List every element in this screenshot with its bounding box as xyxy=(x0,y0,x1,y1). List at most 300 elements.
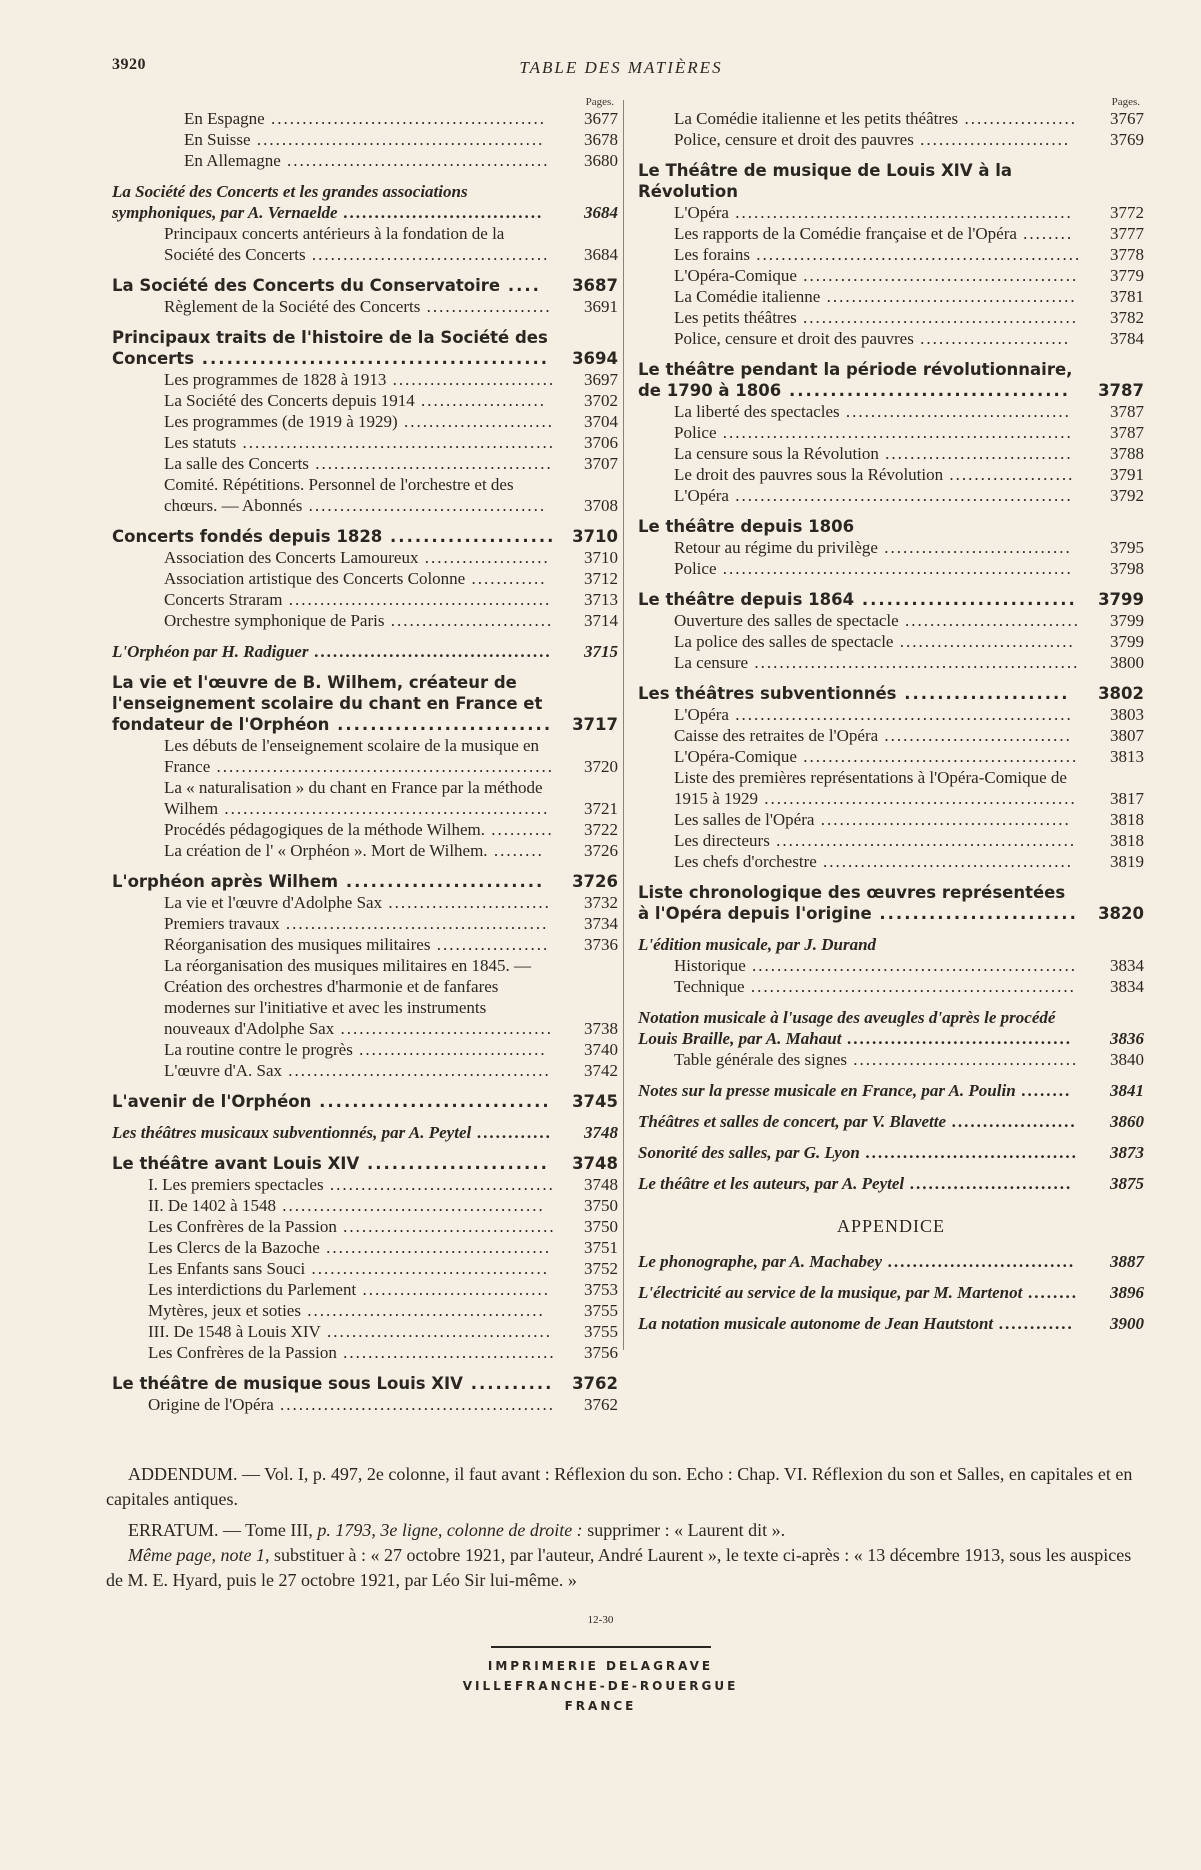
toc-entry-title: Caisse des retraites de l'Opéra xyxy=(674,726,879,745)
dot-leader: .............................. xyxy=(356,1280,550,1299)
pages-column-label: Pages. xyxy=(585,96,614,108)
toc-entry-title: Orchestre symphonique de Paris xyxy=(164,611,385,630)
dot-leader: ............................ xyxy=(893,632,1075,651)
dot-leader: .................................... xyxy=(320,1322,553,1341)
toc-entry xyxy=(638,652,1144,673)
toc-entry-title: Les Confrères de la Passion xyxy=(148,1343,337,1362)
toc-entry-page: 3762 xyxy=(584,1395,618,1414)
dot-leader: .................... xyxy=(414,391,546,410)
toc-entry-title: En Allemagne xyxy=(184,151,281,170)
dot-leader: .................................. xyxy=(859,1143,1079,1162)
dot-leader: .................... xyxy=(943,465,1075,484)
toc-entry-title: Retour au régime du privilège xyxy=(674,538,878,557)
dot-leader: ............................................ xyxy=(796,747,1079,766)
dot-leader: ........ xyxy=(1015,1081,1072,1100)
toc-entry xyxy=(638,725,1144,746)
toc-entry-page: 3717 xyxy=(572,715,618,734)
dot-leader: ............................................ xyxy=(273,1395,556,1414)
dot-leader: .................................................... xyxy=(745,956,1078,975)
toc-entry-title: La « naturalisation » du chant en France par la méthode Wilhem xyxy=(164,778,543,818)
toc-entry-title: Comité. Répétitions. Personnel de l'orchestre et des chœurs. — Abonnés xyxy=(164,475,514,515)
toc-entry-title: La vie et l'œuvre de B. Wilhem, créateur de l'enseignement scolaire du chant en France et fondateur de l'Orphéon xyxy=(112,673,543,734)
erratum-note: ERRATUM. — Tome III, p. 1793, 3e ligne, colonne de droite : supprimer : « Laurent dit ». xyxy=(128,1520,786,1540)
toc-entry-page: 3834 xyxy=(1110,977,1144,996)
toc-entry-title: Les interdictions du Parlement xyxy=(148,1280,357,1299)
toc-entry xyxy=(112,1153,618,1174)
toc-entry xyxy=(638,1251,1144,1272)
toc-entry-title: Sonorité des salles, par G. Lyon xyxy=(638,1143,860,1162)
toc-entry-page: 3820 xyxy=(1098,904,1144,923)
toc-entry-page: 3742 xyxy=(584,1061,618,1080)
toc-entry-title: La salle des Concerts xyxy=(164,454,309,473)
dot-leader: .................................... xyxy=(839,402,1071,421)
toc-entry-page: 3900 xyxy=(1110,1314,1144,1333)
toc-entry xyxy=(638,108,1144,129)
dot-leader: .......... xyxy=(484,820,554,839)
toc-entry-title: Les programmes (de 1919 à 1929) xyxy=(164,412,398,431)
toc-entry xyxy=(112,474,618,516)
toc-entry-title: La vie et l'œuvre d'Adolphe Sax xyxy=(164,893,383,912)
dot-leader: .......................................... xyxy=(282,590,552,609)
toc-entry-page: 3750 xyxy=(584,1217,618,1236)
toc-entry xyxy=(638,955,1144,976)
toc-entry-title: Origine de l'Opéra xyxy=(148,1395,274,1414)
toc-entry-title: Les statuts xyxy=(164,433,237,452)
toc-entry xyxy=(112,296,618,317)
dot-leader: .......................... xyxy=(329,715,553,734)
toc-entry xyxy=(112,129,618,150)
toc-entry-title: L'Opéra-Comique xyxy=(674,266,797,285)
dot-leader: ........................................................ xyxy=(716,559,1073,578)
toc-entry xyxy=(112,1091,618,1112)
toc-entry-title: Police xyxy=(674,559,717,578)
toc-entry xyxy=(112,547,618,568)
toc-entry xyxy=(638,202,1144,223)
toc-entry-page: 3748 xyxy=(572,1154,618,1173)
toc-entry-page: 3694 xyxy=(572,349,618,368)
dot-leader: .................................................. xyxy=(236,433,555,452)
dot-leader: ...................................... xyxy=(308,454,553,473)
toc-entry xyxy=(112,777,618,819)
dot-leader: ........ xyxy=(1022,1283,1079,1302)
dot-leader: ........................................................ xyxy=(716,423,1073,442)
toc-entry-title: Procédés pédagogiques de la méthode Wilhem. xyxy=(164,820,485,839)
dot-leader: .................................. xyxy=(336,1343,556,1362)
toc-entry-title: Le théâtre avant Louis XIV xyxy=(112,1154,360,1173)
toc-right-column xyxy=(638,96,1144,1334)
toc-entry-page: 3706 xyxy=(584,433,618,452)
toc-entry xyxy=(112,1373,618,1394)
dot-leader: ........................................ xyxy=(814,810,1071,829)
toc-entry xyxy=(112,568,618,589)
toc-entry-title: Police, censure et droit des pauvres xyxy=(674,130,914,149)
toc-entry-page: 3807 xyxy=(1110,726,1144,745)
toc-entry-page: 3799 xyxy=(1098,590,1144,609)
toc-entry xyxy=(112,390,618,411)
toc-entry xyxy=(638,1080,1144,1101)
toc-entry-title: Le théâtre pendant la période révolutionnaire, de 1790 à 1806 xyxy=(638,360,1073,400)
toc-entry-title: Les Clercs de la Bazoche xyxy=(148,1238,320,1257)
toc-entry xyxy=(112,892,618,913)
toc-entry-page: 3740 xyxy=(584,1040,618,1059)
toc-entry-title: Règlement de la Société des Concerts xyxy=(164,297,421,316)
dot-leader: .................... xyxy=(382,527,556,546)
toc-left-column xyxy=(112,96,618,1415)
dot-leader: .................................................... xyxy=(218,799,550,818)
dot-leader: .... xyxy=(500,276,541,295)
toc-entry-page: 3691 xyxy=(584,297,618,316)
dot-leader: .......................................... xyxy=(282,1061,551,1080)
dot-leader: .................... xyxy=(946,1112,1078,1131)
toc-entry-page: 3817 xyxy=(1110,789,1144,808)
toc-entry-page: 3800 xyxy=(1110,653,1144,672)
column-divider xyxy=(623,100,624,1350)
toc-entry-title: Association artistique des Concerts Colonne xyxy=(164,569,466,588)
toc-entry xyxy=(112,526,618,547)
toc-entry-title: L'Opéra-Comique xyxy=(674,747,797,766)
toc-entry-title: Les directeurs xyxy=(674,831,770,850)
imprint-rule xyxy=(491,1646,711,1648)
toc-entry-page: 3841 xyxy=(1110,1081,1144,1100)
toc-entry-title: Les théâtres subventionnés xyxy=(638,684,897,703)
toc-entry-page: 3792 xyxy=(1110,486,1144,505)
toc-entry-title: La Comédie italienne et les petits théâtres xyxy=(674,109,959,128)
pages-column-label: Pages. xyxy=(1111,96,1140,108)
dot-leader: ........................ xyxy=(397,412,554,431)
printer-city: VILLEFRANCHE-DE-ROUERGUE xyxy=(462,1679,739,1693)
toc-entry xyxy=(638,129,1144,150)
dot-leader: ............ xyxy=(993,1314,1075,1333)
toc-entry xyxy=(638,558,1144,579)
dot-leader: .................... xyxy=(896,684,1070,703)
toc-entry xyxy=(112,1195,618,1216)
dot-leader: ........................ xyxy=(871,904,1078,923)
toc-entry-title: L'Opéra xyxy=(674,486,729,505)
toc-entry xyxy=(638,934,1144,955)
toc-entry-title: Les débuts de l'enseignement scolaire de la musique en France xyxy=(164,736,540,776)
toc-entry-title: I. Les premiers spectacles xyxy=(148,1175,324,1194)
toc-entry-page: 3684 xyxy=(584,203,618,222)
dot-leader: .......................... xyxy=(384,611,554,630)
toc-entry xyxy=(638,882,1144,924)
toc-entry-page: 3755 xyxy=(584,1322,618,1341)
toc-entry-title: Police, censure et droit des pauvres xyxy=(674,329,914,348)
toc-entry xyxy=(112,871,618,892)
toc-entry-title: Les rapports de la Comédie française et de l'Opéra xyxy=(674,224,1017,243)
toc-entry-page: 3715 xyxy=(584,642,618,661)
toc-entry-page: 3734 xyxy=(584,914,618,933)
toc-entry-page: 3802 xyxy=(1098,684,1144,703)
toc-entry-page: 3712 xyxy=(584,569,618,588)
toc-entry xyxy=(112,411,618,432)
toc-entry xyxy=(112,1216,618,1237)
dot-leader: ...................................................... xyxy=(728,203,1073,222)
toc-entry-page: 3713 xyxy=(584,590,618,609)
toc-entry xyxy=(638,589,1144,610)
toc-entry xyxy=(112,735,618,777)
dot-leader: ...................................... xyxy=(308,642,553,661)
toc-entry-page: 3748 xyxy=(584,1175,618,1194)
addendum-note: ADDENDUM. — Vol. I, p. 497, 2e colonne, il faut avant : Réflexion du son. Echo : Chap. VI. Réflexion du son et Salles, en capitales et en capitales antiques. xyxy=(106,1464,1133,1509)
dot-leader: ........................ xyxy=(913,329,1071,348)
toc-entry-page: 3732 xyxy=(584,893,618,912)
toc-entry-page: 3720 xyxy=(584,757,618,776)
toc-entry-page: 3762 xyxy=(572,1374,618,1393)
toc-entry xyxy=(112,1300,618,1321)
toc-entry-page: 3704 xyxy=(584,412,618,431)
dot-leader: .......................................... xyxy=(275,1196,545,1215)
dot-leader: .............................. xyxy=(878,444,1073,463)
dot-leader: ............................ xyxy=(898,611,1080,630)
dot-leader: ................................................ xyxy=(769,831,1077,850)
toc-entry xyxy=(112,1258,618,1279)
toc-entry xyxy=(112,1039,618,1060)
toc-entry-title: L'avenir de l'Orphéon xyxy=(112,1092,312,1111)
dot-leader: ...................................... xyxy=(302,496,547,515)
toc-entry-title: Réorganisation des musiques militaires xyxy=(164,935,431,954)
toc-entry-page: 3748 xyxy=(584,1123,618,1142)
toc-entry xyxy=(638,830,1144,851)
dot-leader: ............ xyxy=(471,1123,553,1142)
toc-entry xyxy=(112,672,618,735)
dot-leader: ...................... xyxy=(359,1154,549,1173)
toc-entry xyxy=(638,464,1144,485)
dot-leader: .................................... xyxy=(319,1238,552,1257)
toc-entry-title: Ouverture des salles de spectacle xyxy=(674,611,899,630)
dot-leader: .......................................... xyxy=(194,349,550,368)
toc-entry-page: 3787 xyxy=(1110,423,1144,442)
dot-leader: .......................... xyxy=(386,370,556,389)
toc-entry xyxy=(638,485,1144,506)
toc-entry-page: 3875 xyxy=(1110,1174,1144,1193)
page-number: 3920 xyxy=(112,56,146,73)
toc-entry xyxy=(112,108,618,129)
dot-leader: ........................ xyxy=(338,872,545,891)
toc-entry-page: 3678 xyxy=(584,130,618,149)
toc-entry-page: 3750 xyxy=(584,1196,618,1215)
toc-entry-page: 3738 xyxy=(584,1019,618,1038)
toc-entry-title: Les salles de l'Opéra xyxy=(674,810,815,829)
toc-entry-page: 3791 xyxy=(1110,465,1144,484)
toc-entry-title: La Société des Concerts du Conservatoire xyxy=(112,276,501,295)
dot-leader: ...................................................... xyxy=(210,757,555,776)
toc-entry-page: 3887 xyxy=(1110,1252,1144,1271)
dot-leader: ........ xyxy=(1016,224,1074,243)
toc-entry-page: 3836 xyxy=(1110,1029,1144,1048)
dot-leader: .............................. xyxy=(882,1252,1076,1271)
toc-entry xyxy=(638,286,1144,307)
toc-entry-page: 3687 xyxy=(572,276,618,295)
toc-entry xyxy=(112,223,618,265)
dot-leader: ...................................... xyxy=(305,1259,549,1278)
toc-entry-page: 3781 xyxy=(1110,287,1144,306)
toc-entry-title: Notes sur la presse musicale en France, par A. Poulin xyxy=(638,1081,1016,1100)
appendix-heading: APPENDICE xyxy=(836,1216,945,1236)
toc-entry-title: La police des salles de spectacle xyxy=(674,632,894,651)
notes-block xyxy=(106,1462,1136,1599)
dot-leader: ............................................ xyxy=(796,266,1079,285)
toc-entry-page: 3787 xyxy=(1098,381,1144,400)
toc-entry-page: 3710 xyxy=(584,548,618,567)
toc-entry-title: L'orphéon après Wilhem xyxy=(112,872,339,891)
toc-entry-title: Le théâtre de musique sous Louis XIV xyxy=(112,1374,463,1393)
dot-leader: .................... xyxy=(418,548,550,567)
toc-entry xyxy=(638,443,1144,464)
dot-leader: ........................ xyxy=(913,130,1071,149)
dot-leader: .............................. xyxy=(878,726,1072,745)
toc-entry-title: Liste chronologique des œuvres représentées à l'Opéra depuis l'origine xyxy=(638,883,1066,923)
toc-entry-page: 3745 xyxy=(572,1092,618,1111)
toc-entry xyxy=(638,537,1144,558)
toc-entry xyxy=(638,809,1144,830)
toc-entry xyxy=(638,244,1144,265)
toc-entry-title: Table générale des signes xyxy=(674,1050,847,1069)
toc-entry-page: 3753 xyxy=(584,1280,618,1299)
dot-leader: .................................. xyxy=(336,1217,556,1236)
toc-entry xyxy=(638,1173,1144,1194)
toc-entry-title: Concerts fondés depuis 1828 xyxy=(112,527,383,546)
toc-entry-title: L'électricité au service de la musique, par M. Martenot xyxy=(638,1283,1023,1302)
toc-entry xyxy=(112,275,618,296)
printer-name: IMPRIMERIE DELAGRAVE xyxy=(487,1659,714,1673)
page-title: TABLE DES MATIÈRES xyxy=(519,58,723,77)
toc-entry xyxy=(638,359,1144,401)
toc-entry xyxy=(638,1282,1144,1303)
toc-entry xyxy=(638,307,1144,328)
toc-entry xyxy=(112,589,618,610)
toc-entry-title: La liberté des spectacles xyxy=(674,402,840,421)
toc-entry xyxy=(638,223,1144,244)
dot-leader: .............................................. xyxy=(250,130,545,149)
toc-entry-title: Les petits théâtres xyxy=(674,308,797,327)
toc-entry-title: Le théâtre depuis 1806 xyxy=(638,517,855,536)
toc-entry xyxy=(112,1060,618,1081)
toc-entry-title: L'édition musicale, par J. Durand xyxy=(638,935,877,954)
toc-entry xyxy=(112,819,618,840)
dot-leader: .............................. xyxy=(352,1040,547,1059)
toc-entry-title: La Société des Concerts et les grandes associations symphoniques, par A. Vernaelde xyxy=(112,182,468,222)
toc-entry xyxy=(112,840,618,861)
toc-entry-title: Les théâtres musicaux subventionnés, par A. Peytel xyxy=(112,1123,472,1142)
toc-entry xyxy=(638,422,1144,443)
dot-leader: ...................................... xyxy=(300,1301,545,1320)
toc-entry xyxy=(112,934,618,955)
toc-entry-page: 3677 xyxy=(584,109,618,128)
toc-entry-title: La création de l' « Orphéon ». Mort de Wilhem. xyxy=(164,841,488,860)
signature-mark: 12-30 xyxy=(587,1614,614,1626)
toc-entry xyxy=(112,1279,618,1300)
toc-entry-title: Le théâtre depuis 1864 xyxy=(638,590,855,609)
toc-entry-title: Concerts Straram xyxy=(164,590,283,609)
toc-entry-page: 3787 xyxy=(1110,402,1144,421)
running-header xyxy=(112,56,1130,82)
dot-leader: .............................. xyxy=(877,538,1072,557)
toc-entry-page: 3752 xyxy=(584,1259,618,1278)
toc-entry-title: Les Confrères de la Passion xyxy=(148,1217,337,1236)
toc-entry xyxy=(638,683,1144,704)
printer-country: FRANCE xyxy=(564,1699,637,1713)
toc-entry xyxy=(112,181,618,223)
toc-entry-page: 3726 xyxy=(584,841,618,860)
toc-entry-title: La notation musicale autonome de Jean Hautstont xyxy=(638,1314,994,1333)
toc-entry xyxy=(638,851,1144,872)
toc-entry-page: 3721 xyxy=(584,799,618,818)
toc-entry-page: 3707 xyxy=(584,454,618,473)
toc-entry-list xyxy=(638,108,1144,1194)
dot-leader: .......................... xyxy=(854,590,1077,609)
toc-entry-title: Les chefs d'orchestre xyxy=(674,852,817,871)
dot-leader: .................................................. xyxy=(758,789,1077,808)
toc-entry-title: Historique xyxy=(674,956,746,975)
toc-entry xyxy=(112,913,618,934)
toc-entry-title: La censure xyxy=(674,653,749,672)
toc-entry xyxy=(638,265,1144,286)
toc-entry-title: III. De 1548 à Louis XIV xyxy=(148,1322,321,1341)
toc-entry xyxy=(112,1237,618,1258)
dot-leader: ............................................ xyxy=(264,109,546,128)
toc-entry-title: La Société des Concerts depuis 1914 xyxy=(164,391,415,410)
toc-entry-page: 3708 xyxy=(584,496,618,515)
toc-entry xyxy=(638,631,1144,652)
toc-entry-page: 3896 xyxy=(1110,1283,1144,1302)
toc-entry-page: 3697 xyxy=(584,370,618,389)
toc-entry-page: 3779 xyxy=(1110,266,1144,285)
toc-entry-page: 3736 xyxy=(584,935,618,954)
toc-entry xyxy=(638,1313,1144,1334)
toc-entry-title: Le droit des pauvres sous la Révolution xyxy=(674,465,944,484)
toc-entry xyxy=(638,976,1144,997)
toc-entry-title: L'Orphéon par H. Radiguer xyxy=(112,642,309,661)
toc-entry-page: 3798 xyxy=(1110,559,1144,578)
toc-entry-title: Association des Concerts Lamoureux xyxy=(164,548,419,567)
toc-entry xyxy=(112,641,618,662)
dot-leader: .................... xyxy=(420,297,552,316)
dot-leader: ...................................................... xyxy=(728,486,1073,505)
toc-entry xyxy=(112,1394,618,1415)
toc-entry-title: La censure sous la Révolution xyxy=(674,444,879,463)
toc-entry-title: Technique xyxy=(674,977,745,996)
toc-entry xyxy=(112,150,618,171)
toc-entry xyxy=(112,1321,618,1342)
dot-leader: .................................. xyxy=(334,1019,553,1038)
dot-leader: ........................................ xyxy=(816,852,1074,871)
toc-entry-title: En Espagne xyxy=(184,109,265,128)
dot-leader: .......................... xyxy=(382,893,551,912)
printer-imprint xyxy=(0,1646,1201,1716)
toc-entry xyxy=(112,1122,618,1143)
dot-leader: ............ xyxy=(465,569,547,588)
toc-entry-title: Police xyxy=(674,423,717,442)
toc-entry xyxy=(638,1111,1144,1132)
dot-leader: ................................ xyxy=(337,203,544,222)
toc-entry xyxy=(638,401,1144,422)
toc-entry-title: L'Opéra xyxy=(674,203,729,222)
toc-entry-page: 3813 xyxy=(1110,747,1144,766)
dot-leader: .................. xyxy=(430,935,550,954)
toc-entry-title: II. De 1402 à 1548 xyxy=(148,1196,276,1215)
toc-entry-page: 3680 xyxy=(584,151,618,170)
toc-entry-page: 3769 xyxy=(1110,130,1144,149)
toc-entry xyxy=(638,1049,1144,1070)
toc-entry-title: La routine contre le progrès xyxy=(164,1040,353,1059)
toc-entry xyxy=(112,432,618,453)
toc-entry-page: 3755 xyxy=(584,1301,618,1320)
toc-entry xyxy=(112,955,618,1039)
dot-leader: .......................................... xyxy=(280,151,550,170)
dot-leader: .................................................... xyxy=(748,653,1080,672)
dot-leader: .......... xyxy=(462,1374,554,1393)
toc-entry-title: Le phonographe, par A. Machabey xyxy=(638,1252,882,1271)
